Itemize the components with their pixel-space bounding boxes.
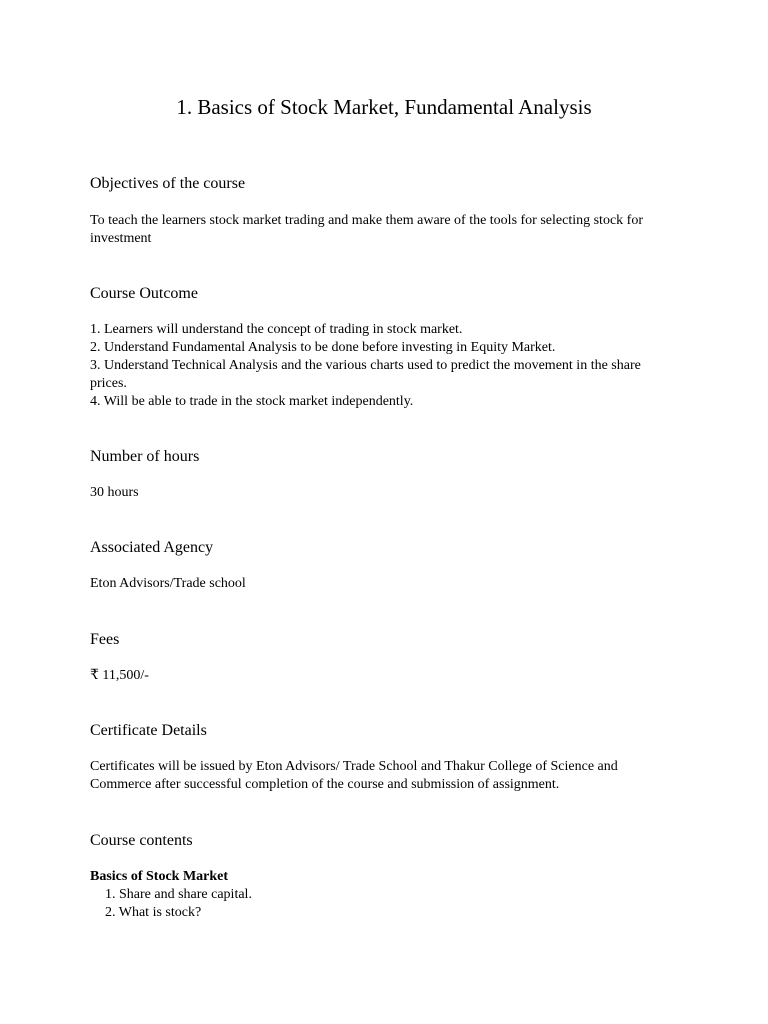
agency-value: Eton Advisors/Trade school: [90, 576, 246, 591]
outcome-list: [90, 321, 680, 411]
certificate-heading: Certificate Details: [90, 722, 207, 739]
list-item: 1. Learners will understand the concept of trading in stock market.: [90, 322, 463, 337]
contents-list: [105, 886, 680, 922]
objectives-text: To teach the learners stock market trading and make them aware of the tools for selecting stock for investment: [90, 213, 643, 246]
objectives-heading: Objectives of the course: [90, 175, 246, 192]
contents-subheading: Basics of Stock Market: [90, 869, 229, 884]
list-item: 2. Understand Fundamental Analysis to be done before investing in Equity Market.: [90, 340, 556, 355]
list-item: 4. Will be able to trade in the stock market independently.: [90, 394, 414, 409]
outcome-heading: Course Outcome: [90, 285, 198, 302]
list-item: 2. What is stock?: [105, 905, 202, 920]
list-item: 3. Understand Technical Analysis and the various charts used to predict the movement in the share prices.: [90, 358, 641, 391]
list-item: 1. Share and share capital.: [105, 887, 252, 902]
fees-heading: Fees: [90, 631, 120, 648]
certificate-text: Certificates will be issued by Eton Advisors/ Trade School and Thakur College of Science and Commerce after successful completion of the course and submission of assignment.: [90, 759, 618, 792]
agency-heading: Associated Agency: [90, 539, 214, 556]
contents-heading: Course contents: [90, 832, 193, 849]
hours-heading: Number of hours: [90, 448, 200, 465]
page-title: 1. Basics of Stock Market, Fundamental Analysis: [176, 95, 592, 119]
hours-value: 30 hours: [90, 485, 139, 500]
fees-value: ₹ 11,500/-: [90, 668, 149, 683]
